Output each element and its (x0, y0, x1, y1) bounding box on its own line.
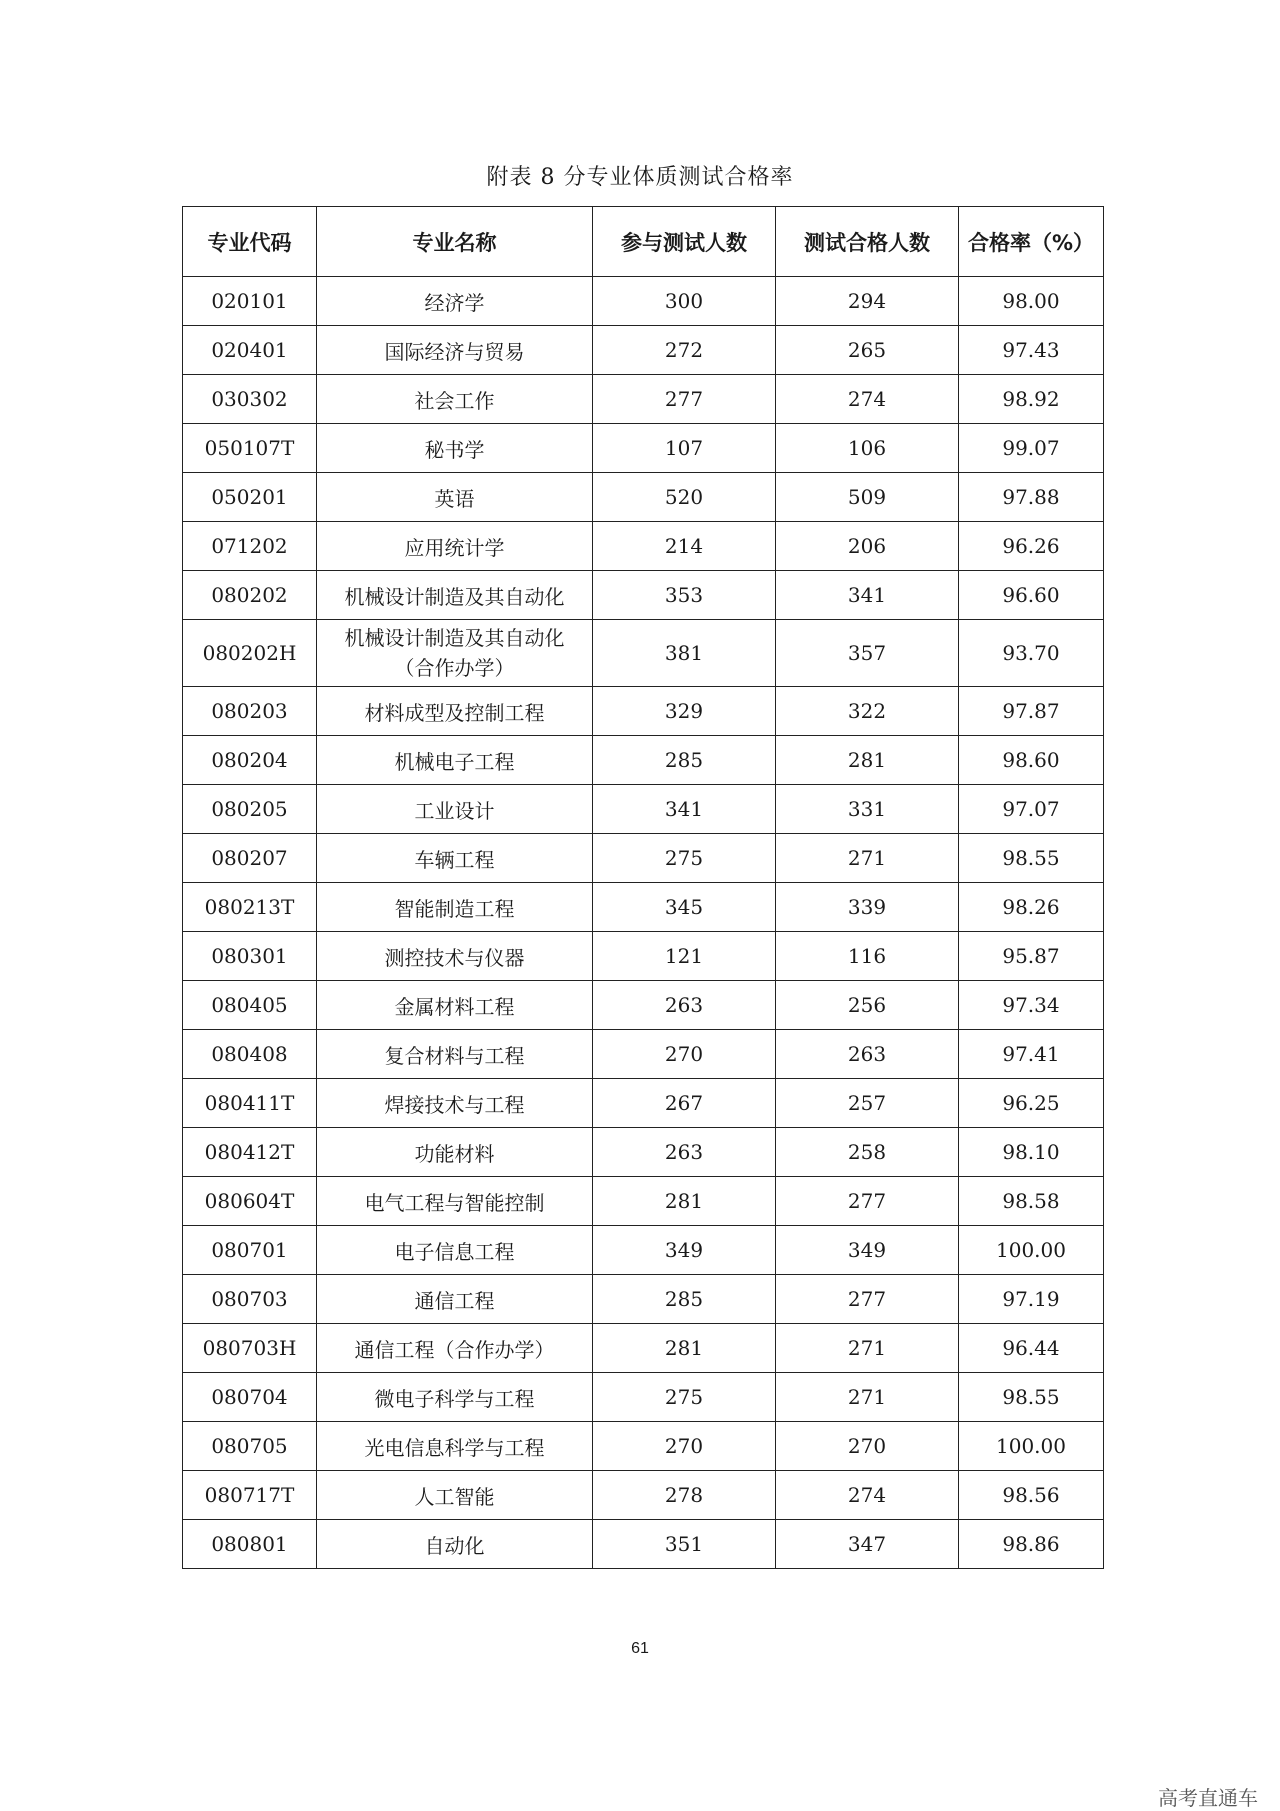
watermark-logo: 高考直通车 (1158, 1786, 1258, 1810)
cell-name-line: 机械设计制造及其自动化 (344, 626, 565, 650)
table-row (183, 1520, 1104, 1569)
cell-tested: 270 (593, 1422, 776, 1471)
cell-code: 080203 (183, 687, 317, 736)
cell-name: 应用统计学 (317, 522, 593, 571)
cell-rate: 96.60 (959, 571, 1104, 620)
cell-name: 人工智能 (317, 1471, 593, 1520)
cell-tested: 270 (593, 1030, 776, 1079)
table-row (183, 1177, 1104, 1226)
cell-rate: 97.34 (959, 981, 1104, 1030)
cell-tested: 341 (593, 785, 776, 834)
cell-code: 030302 (183, 375, 317, 424)
cell-passed: 294 (776, 277, 959, 326)
cell-rate: 93.70 (959, 620, 1104, 687)
cell-rate: 100.00 (959, 1226, 1104, 1275)
cell-name: 工业设计 (317, 785, 593, 834)
cell-code: 080411T (183, 1079, 317, 1128)
cell-code: 080408 (183, 1030, 317, 1079)
cell-rate: 97.19 (959, 1275, 1104, 1324)
cell-passed: 357 (776, 620, 959, 687)
cell-code: 020401 (183, 326, 317, 375)
cell-code: 080207 (183, 834, 317, 883)
table-header-row (183, 207, 1104, 277)
table-row (183, 785, 1104, 834)
cell-name: 微电子科学与工程 (317, 1373, 593, 1422)
cell-code: 080412T (183, 1128, 317, 1177)
cell-passed: 257 (776, 1079, 959, 1128)
cell-tested: 300 (593, 277, 776, 326)
table-row (183, 736, 1104, 785)
cell-passed: 265 (776, 326, 959, 375)
table-row (183, 571, 1104, 620)
cell-code: 080703H (183, 1324, 317, 1373)
table-row (183, 620, 1104, 687)
cell-code: 080701 (183, 1226, 317, 1275)
table-row (183, 1373, 1104, 1422)
cell-name: 电气工程与智能控制 (317, 1177, 593, 1226)
header-code: 专业代码 (183, 207, 317, 277)
cell-name: 材料成型及控制工程 (317, 687, 593, 736)
cell-rate: 96.44 (959, 1324, 1104, 1373)
header-rate: 合格率（%） (959, 207, 1104, 277)
cell-rate: 98.55 (959, 834, 1104, 883)
header-passed: 测试合格人数 (776, 207, 959, 277)
cell-passed: 271 (776, 834, 959, 883)
cell-tested: 263 (593, 1128, 776, 1177)
cell-rate: 97.41 (959, 1030, 1104, 1079)
cell-passed: 349 (776, 1226, 959, 1275)
cell-tested: 214 (593, 522, 776, 571)
table-row (183, 326, 1104, 375)
table-row (183, 277, 1104, 326)
cell-name: 智能制造工程 (317, 883, 593, 932)
cell-name (317, 620, 593, 687)
table-row (183, 522, 1104, 571)
cell-code: 080801 (183, 1520, 317, 1569)
cell-passed: 106 (776, 424, 959, 473)
cell-name: 英语 (317, 473, 593, 522)
table-row (183, 1128, 1104, 1177)
page-number: 61 (631, 1640, 649, 1657)
header-tested: 参与测试人数 (593, 207, 776, 277)
cell-passed: 331 (776, 785, 959, 834)
cell-name: 焊接技术与工程 (317, 1079, 593, 1128)
cell-code: 080213T (183, 883, 317, 932)
table-row (183, 1226, 1104, 1275)
cell-name: 机械设计制造及其自动化 (317, 571, 593, 620)
cell-passed: 271 (776, 1373, 959, 1422)
cell-passed: 339 (776, 883, 959, 932)
cell-rate: 95.87 (959, 932, 1104, 981)
cell-rate: 96.25 (959, 1079, 1104, 1128)
cell-code: 071202 (183, 522, 317, 571)
cell-name: 电子信息工程 (317, 1226, 593, 1275)
cell-code: 050107T (183, 424, 317, 473)
table-row (183, 375, 1104, 424)
cell-passed: 258 (776, 1128, 959, 1177)
cell-passed: 509 (776, 473, 959, 522)
cell-tested: 107 (593, 424, 776, 473)
cell-code: 050201 (183, 473, 317, 522)
cell-tested: 272 (593, 326, 776, 375)
cell-passed: 281 (776, 736, 959, 785)
cell-name: 测控技术与仪器 (317, 932, 593, 981)
cell-tested: 381 (593, 620, 776, 687)
table-row (183, 1079, 1104, 1128)
table-row (183, 473, 1104, 522)
cell-tested: 351 (593, 1520, 776, 1569)
cell-tested: 285 (593, 736, 776, 785)
cell-name: 通信工程（合作办学） (317, 1324, 593, 1373)
cell-code: 080301 (183, 932, 317, 981)
cell-rate: 97.87 (959, 687, 1104, 736)
cell-code: 080704 (183, 1373, 317, 1422)
cell-tested: 263 (593, 981, 776, 1030)
cell-name: 通信工程 (317, 1275, 593, 1324)
cell-passed: 277 (776, 1177, 959, 1226)
cell-passed: 116 (776, 932, 959, 981)
cell-code: 080204 (183, 736, 317, 785)
table-row (183, 1471, 1104, 1520)
cell-passed: 271 (776, 1324, 959, 1373)
cell-rate: 98.86 (959, 1520, 1104, 1569)
cell-code: 080703 (183, 1275, 317, 1324)
cell-passed: 341 (776, 571, 959, 620)
cell-tested: 345 (593, 883, 776, 932)
cell-rate: 98.60 (959, 736, 1104, 785)
cell-code: 020101 (183, 277, 317, 326)
cell-tested: 275 (593, 1373, 776, 1422)
table-row (183, 932, 1104, 981)
cell-tested: 277 (593, 375, 776, 424)
cell-name: 自动化 (317, 1520, 593, 1569)
cell-name: 复合材料与工程 (317, 1030, 593, 1079)
table-row (183, 1324, 1104, 1373)
table-row (183, 1422, 1104, 1471)
cell-code: 080705 (183, 1422, 317, 1471)
cell-tested: 275 (593, 834, 776, 883)
cell-code: 080604T (183, 1177, 317, 1226)
cell-tested: 281 (593, 1177, 776, 1226)
cell-tested: 278 (593, 1471, 776, 1520)
cell-passed: 270 (776, 1422, 959, 1471)
cell-name-line: （合作办学） (394, 656, 515, 680)
cell-tested: 267 (593, 1079, 776, 1128)
cell-tested: 285 (593, 1275, 776, 1324)
cell-name: 光电信息科学与工程 (317, 1422, 593, 1471)
cell-code: 080405 (183, 981, 317, 1030)
cell-rate: 97.88 (959, 473, 1104, 522)
cell-tested: 281 (593, 1324, 776, 1373)
table-row (183, 981, 1104, 1030)
header-name: 专业名称 (317, 207, 593, 277)
cell-passed: 274 (776, 1471, 959, 1520)
cell-rate: 99.07 (959, 424, 1104, 473)
table-title: 附表 8 分专业体质测试合格率 (486, 165, 794, 190)
cell-rate: 98.92 (959, 375, 1104, 424)
cell-code: 080205 (183, 785, 317, 834)
cell-name: 社会工作 (317, 375, 593, 424)
cell-tested: 349 (593, 1226, 776, 1275)
cell-passed: 206 (776, 522, 959, 571)
cell-passed: 256 (776, 981, 959, 1030)
cell-passed: 274 (776, 375, 959, 424)
table-row (183, 883, 1104, 932)
cell-rate: 96.26 (959, 522, 1104, 571)
cell-tested: 329 (593, 687, 776, 736)
cell-name: 秘书学 (317, 424, 593, 473)
table-row (183, 687, 1104, 736)
table-row (183, 1275, 1104, 1324)
cell-rate: 100.00 (959, 1422, 1104, 1471)
pass-rate-table (182, 206, 1104, 1569)
cell-rate: 98.56 (959, 1471, 1104, 1520)
cell-name: 经济学 (317, 277, 593, 326)
cell-passed: 263 (776, 1030, 959, 1079)
cell-tested: 520 (593, 473, 776, 522)
cell-rate: 97.43 (959, 326, 1104, 375)
cell-code: 080202H (183, 620, 317, 687)
cell-passed: 347 (776, 1520, 959, 1569)
cell-code: 080717T (183, 1471, 317, 1520)
cell-rate: 98.26 (959, 883, 1104, 932)
table-row (183, 424, 1104, 473)
cell-name: 国际经济与贸易 (317, 326, 593, 375)
cell-rate: 98.10 (959, 1128, 1104, 1177)
cell-name: 功能材料 (317, 1128, 593, 1177)
cell-name: 机械电子工程 (317, 736, 593, 785)
cell-tested: 353 (593, 571, 776, 620)
cell-rate: 98.58 (959, 1177, 1104, 1226)
table-body (183, 277, 1104, 1569)
cell-tested: 121 (593, 932, 776, 981)
table-row (183, 834, 1104, 883)
cell-passed: 322 (776, 687, 959, 736)
cell-passed: 277 (776, 1275, 959, 1324)
cell-rate: 98.55 (959, 1373, 1104, 1422)
cell-code: 080202 (183, 571, 317, 620)
cell-name: 金属材料工程 (317, 981, 593, 1030)
table-row (183, 1030, 1104, 1079)
cell-rate: 98.00 (959, 277, 1104, 326)
cell-name: 车辆工程 (317, 834, 593, 883)
cell-rate: 97.07 (959, 785, 1104, 834)
